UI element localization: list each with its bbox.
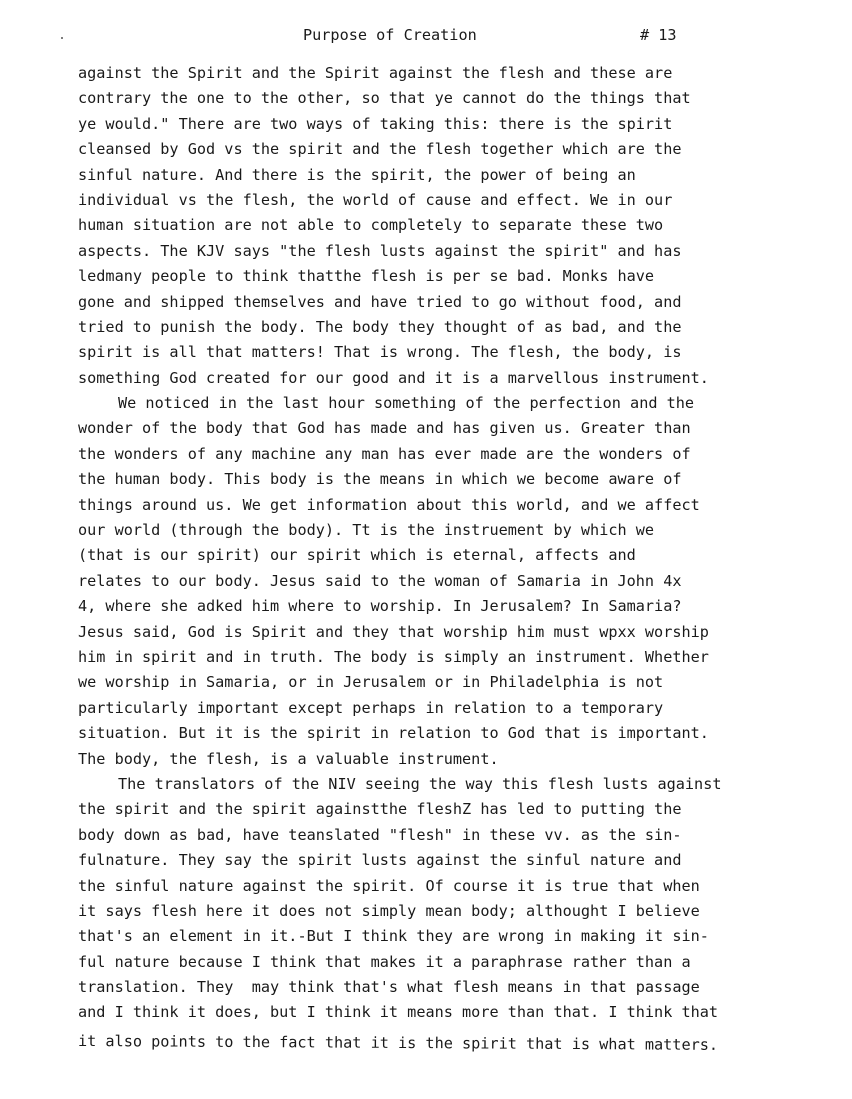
text-line: our world (through the body). Tt is the instruement by which we xyxy=(78,521,655,540)
text-line: spirit is all that matters! That is wrong. The flesh, the body, is xyxy=(78,343,682,362)
body-text xyxy=(78,61,818,1054)
text-line: something God created for our good and it is a marvellous instrument. xyxy=(78,368,709,387)
text-line: ful nature because I think that makes it a paraphrase rather than a xyxy=(78,952,691,971)
text-line: and I think it does, but I think it means more than that. I think that xyxy=(78,1003,719,1022)
paragraph-start-line: We noticed in the last hour something of the perfection and the xyxy=(118,394,695,413)
text-line: The body, the flesh, is a valuable instrument. xyxy=(78,749,499,768)
text-line: ledmany people to think thatthe flesh is per se bad. Monks have xyxy=(78,267,655,286)
text-line: the human body. This body is the means in which we become aware of xyxy=(78,470,682,489)
text-line: the sinful nature against the spirit. Of course it is true that when xyxy=(78,876,700,895)
text-line: aspects. The KJV says "the flesh lusts against the spirit" and has xyxy=(78,241,682,260)
text-line: particularly important except perhaps in relation to a temporary xyxy=(78,698,664,717)
text-line: translation. They may think that's what flesh means in that passage xyxy=(78,978,700,997)
text-line: that's an element in it.-But I think they are wrong in making it sin- xyxy=(78,927,709,946)
text-line: cleansed by God vs the spirit and the flesh together which are the xyxy=(78,140,682,159)
paragraph-start-line: The translators of the NIV seeing the way this flesh lusts against xyxy=(118,774,722,793)
text-line: him in spirit and in truth. The body is simply an instrument. Whether xyxy=(78,647,709,666)
text-line: contrary the one to the other, so that ye cannot do the things that xyxy=(78,89,691,108)
text-line: the wonders of any machine any man has ever made are the wonders of xyxy=(78,444,691,463)
text-line: sinful nature. And there is the spirit, the power of being an xyxy=(78,165,636,184)
text-line: 4, where she adked him where to worship. In Jerusalem? In Samaria? xyxy=(78,597,682,616)
text-line: (that is our spirit) our spirit which is eternal, affects and xyxy=(78,546,636,565)
text-line: body down as bad, have teanslated "flesh" in these vv. as the sin- xyxy=(78,825,682,844)
page-header xyxy=(0,26,852,48)
page-title: Purpose of Creation xyxy=(303,26,477,44)
text-line: gone and shipped themselves and have tried to go without food, and xyxy=(78,292,682,311)
text-line: we worship in Samaria, or in Jerusalem or in Philadelphia is not xyxy=(78,673,664,692)
text-line: the spirit and the spirit againstthe fleshZ has led to putting the xyxy=(78,800,682,819)
text-line: tried to punish the body. The body they thought of as bad, and the xyxy=(78,317,682,336)
text-line: it says flesh here it does not simply mean body; althought I believe xyxy=(78,901,700,920)
page-number: # 13 xyxy=(640,26,677,44)
text-line: wonder of the body that God has made and has given us. Greater than xyxy=(78,419,691,438)
text-line: against the Spirit and the Spirit against the flesh and these are xyxy=(78,64,673,82)
text-line: Jesus said, God is Spirit and they that worship him must wpxx worship xyxy=(78,622,709,641)
text-line: situation. But it is the spirit in relation to God that is important. xyxy=(78,724,709,743)
text-line: human situation are not able to completely to separate these two xyxy=(78,216,664,235)
text-line: things around us. We get information about this world, and we affect xyxy=(78,495,700,514)
text-line: individual vs the flesh, the world of cause and effect. We in our xyxy=(78,190,673,209)
text-line: it also points to the fact that it is the spirit that is what matters. xyxy=(77,1031,719,1054)
text-line: ye would." There are two ways of taking this: there is the spirit xyxy=(78,114,673,133)
text-line: fulnature. They say the spirit lusts against the sinful nature and xyxy=(78,851,682,870)
text-line: relates to our body. Jesus said to the woman of Samaria in John 4x xyxy=(78,571,682,590)
